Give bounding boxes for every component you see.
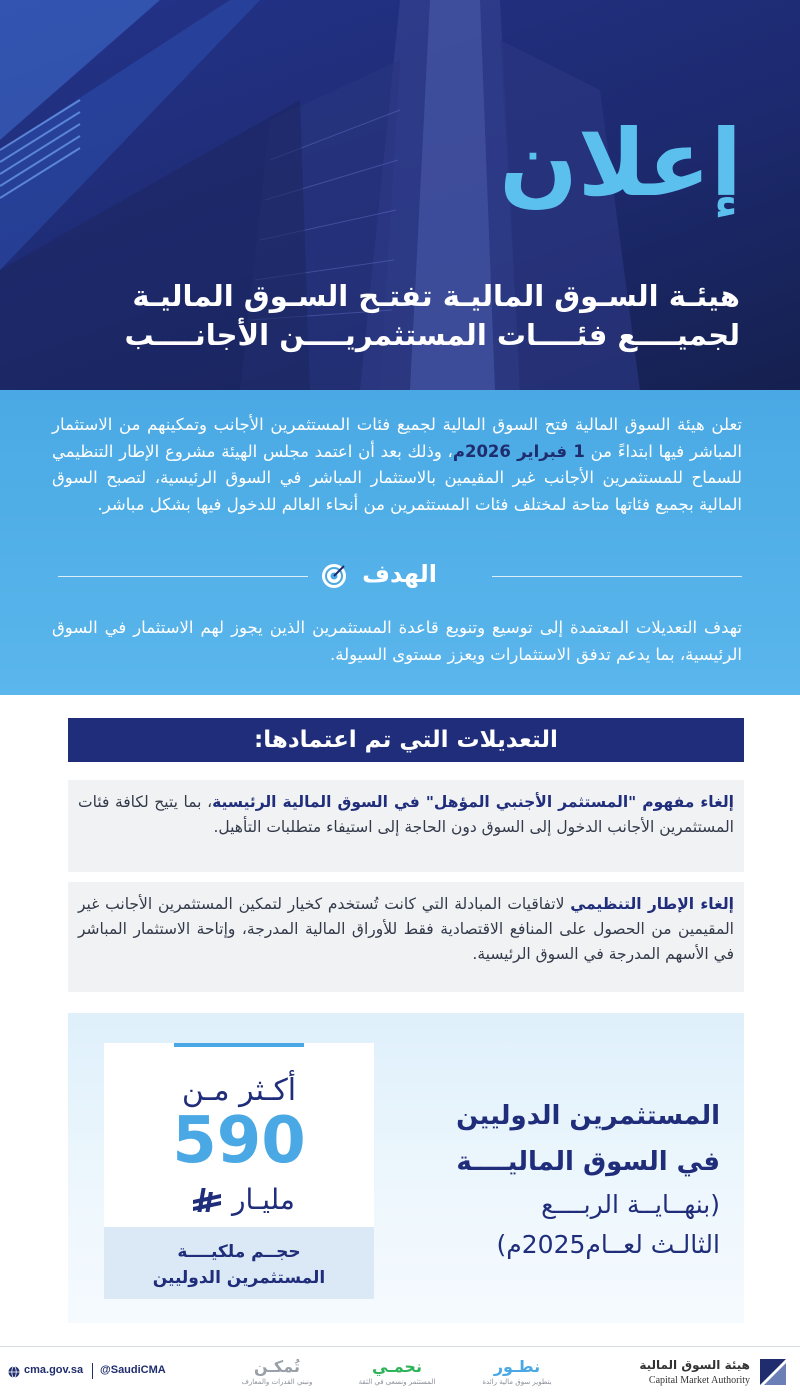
amendment-title: إلغاء الإطار التنظيمي <box>570 895 734 913</box>
stat-unit: مليـار <box>231 1183 295 1216</box>
hero-banner <box>0 0 800 390</box>
intro-paragraph <box>52 412 742 518</box>
brand-develop-sub: بتطوير سوق مالية رائدة <box>482 1378 552 1386</box>
org-name-ar: هيئة السوق المالية <box>639 1358 750 1372</box>
amendment-item <box>68 882 744 992</box>
hero-subtitle-line1: هيئـة السـوق الماليـة تفتـح السـوق الماليـة <box>132 279 740 313</box>
brand-enable <box>222 1357 332 1386</box>
org-name-en: Capital Market Authority <box>648 1375 750 1386</box>
start-date: 1 فبراير 2026م <box>452 441 585 461</box>
stat-caption-line1: حجــم ملكيــــة <box>177 1242 301 1262</box>
amendments-heading: التعديلات التي تم اعتمادها: <box>68 718 744 762</box>
stat-unit-row <box>104 1183 374 1216</box>
website-link[interactable]: cma.gov.sa <box>24 1364 84 1376</box>
goal-divider <box>58 558 742 594</box>
brand-develop-word: نطـور <box>493 1357 541 1376</box>
stat-desc-line1: المستثمرين الدوليين <box>456 1101 720 1131</box>
brand-enable-word: تُمكـن <box>254 1357 300 1376</box>
cma-logo-icon <box>758 1357 788 1387</box>
globe-icon <box>8 1366 20 1378</box>
hero-subtitle-line2: لجميــــع فئــــات المستثمريــــن الأجانــــب <box>124 318 740 352</box>
intro-section <box>0 390 800 695</box>
divider-line-right <box>492 576 742 577</box>
divider-line-left <box>58 576 308 577</box>
brand-develop <box>462 1357 572 1386</box>
social-handle[interactable]: @SaudiCMA <box>100 1364 166 1376</box>
stat-desc-line4: الثالـث لعــام2025م) <box>496 1230 720 1259</box>
stat-more-than: أكـثر مـن <box>181 1073 297 1108</box>
riyal-icon <box>191 1186 223 1216</box>
amendment-text: ، بما يتيح لكافة فئات المستثمرين الأجانب الدخول إلى السوق دون الحاجة إلى استيفاء متطلبات التأهيل. <box>78 793 734 836</box>
announcement-title: إعلان <box>499 110 742 217</box>
accent-bar <box>174 1043 304 1047</box>
amendment-text: لاتفاقيات المبادلة التي كانت تُستخدم كخيار لتمكين المستثمرين الأجانب غير المقيمين من الحصول على المنافع الاقتصادية فقط للأوراق المالية المدرجة، وإتاحة الاستثمار المباشر في الأسهم المدرجة في السوق الرئيسية. <box>78 895 734 963</box>
stat-number: 590 <box>172 1104 306 1178</box>
stat-desc-line3: (بنهــايــة الربــــع <box>541 1190 720 1219</box>
footer <box>0 1346 800 1398</box>
stat-caption <box>104 1239 374 1291</box>
amendment-title: إلغاء مفهوم "المستثمر الأجنبي المؤهل" في السوق المالية الرئيسية <box>212 793 734 811</box>
stat-description <box>390 1093 720 1265</box>
goal-paragraph: تهدف التعديلات المعتمدة إلى توسيع وتنويع قاعدة المستثمرين الذين يجوز لهم الاستثمار في السوق الرئيسية، بما يدعم تدفق الاستثمارات ويعزز مستوى السيولة. <box>52 618 742 664</box>
intro-text-part1: تعلن هيئة السوق المالية فتح السوق المالية لجميع فئات المستثمرين الأجانب وتمكينهم من الاستثمار المباشر فيها ابتداءً من <box>52 415 742 461</box>
amendment-item <box>68 780 744 872</box>
brand-protect <box>342 1357 452 1386</box>
stat-caption-line2: المستثمرين الدوليين <box>152 1268 326 1288</box>
brand-protect-sub: المستثمر ونسعى في الثقة <box>358 1378 436 1386</box>
stat-card <box>104 1043 374 1299</box>
target-icon <box>320 562 348 590</box>
goal-heading: الهدف <box>362 560 437 588</box>
brand-enable-sub: ونبني القدرات والمعارف <box>241 1378 313 1386</box>
intro-text-part2: ، وذلك بعد أن اعتمد مجلس الهيئة مشروع الإطار التنظيمي للسماح للمستثمرين الأجانب غير المقيمين بالاستثمار المباشر في السوق الرئيسية، لتصبح السوق المالية بجميع فئاتها متاحة لمختلف فئات المستثمرين من أنحاء العالم للدخول فيها بشكل مباشر. <box>52 441 742 514</box>
footer-separator <box>92 1363 93 1379</box>
brand-protect-word: نحمـي <box>372 1357 422 1376</box>
ownership-stat-panel <box>68 1013 744 1323</box>
stat-desc-line2: في السوق الماليــــة <box>456 1147 720 1177</box>
